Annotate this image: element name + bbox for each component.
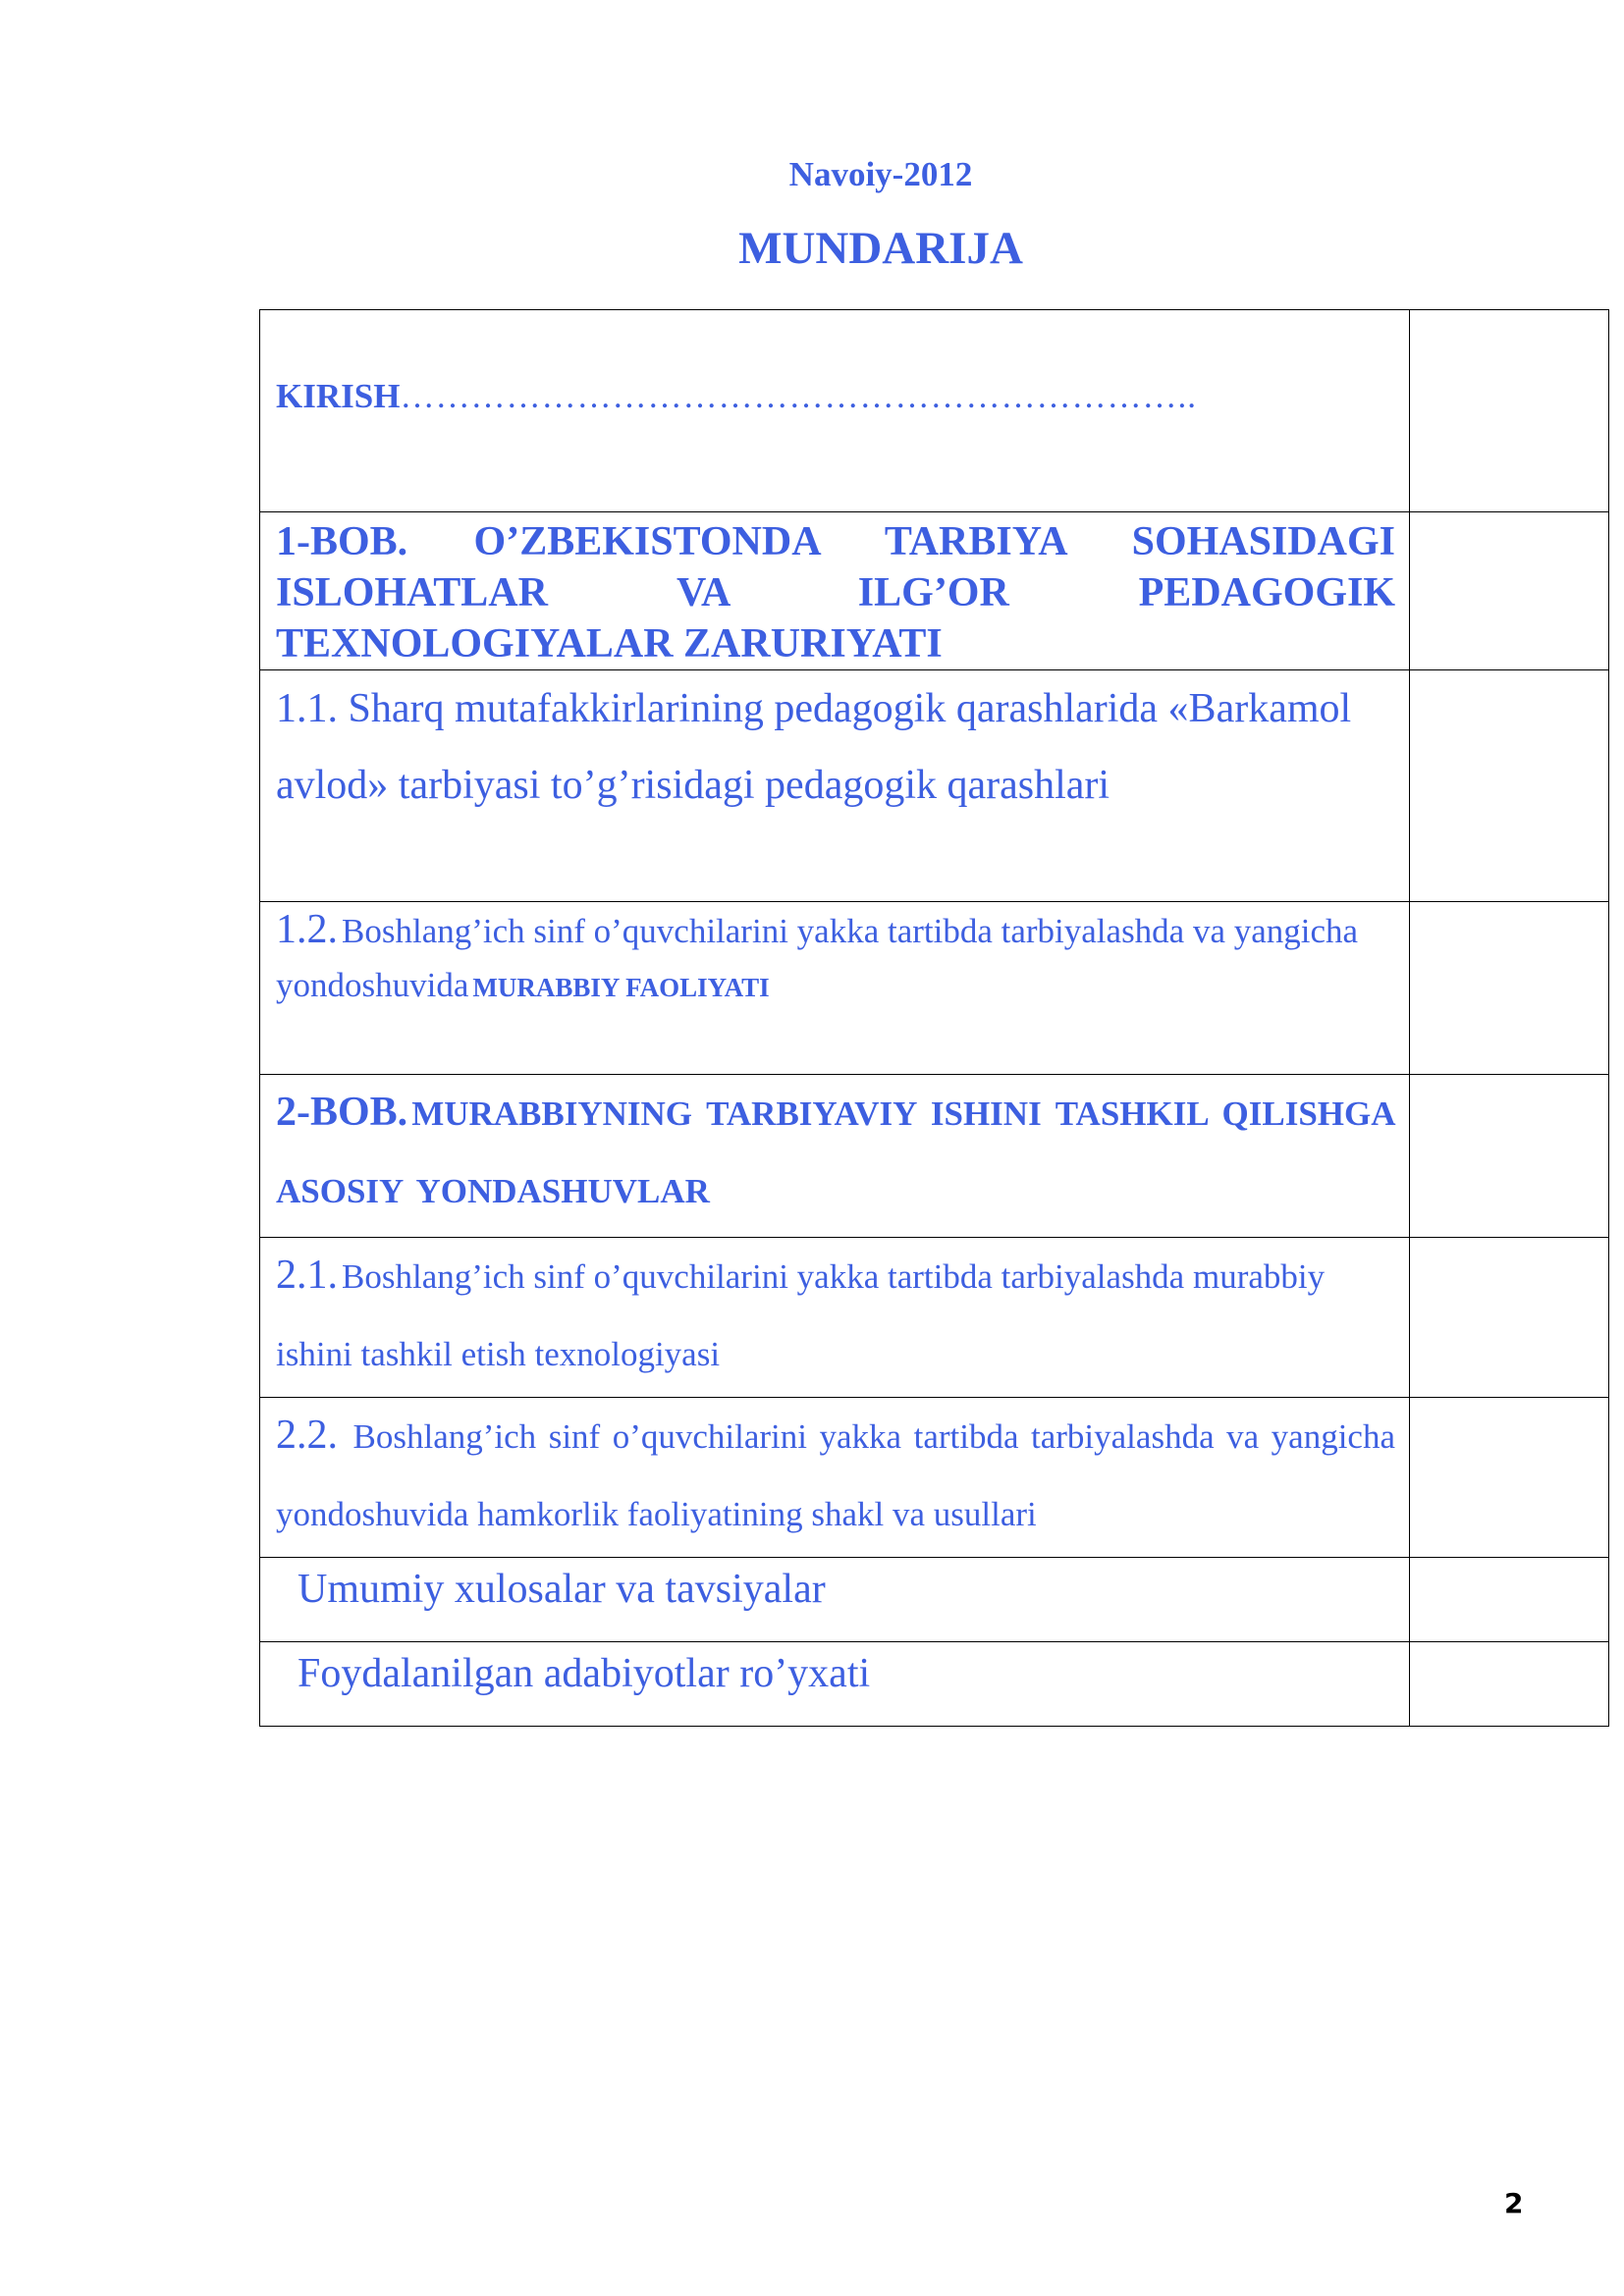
toc-entry-2-2[interactable]: 2.2. Boshlang’ich sinf o’quvchilarini yakka tartibda tarbiyalashda va yangicha yondoshuvida hamkorlik faoliyatining shakl va usullari bbox=[276, 1413, 1395, 1533]
city-year: Navoiy-2012 bbox=[788, 155, 973, 193]
toc-row-kirish bbox=[260, 310, 1609, 512]
leader-dots: ………………………………………………………….. bbox=[400, 377, 1197, 415]
page-cell bbox=[1410, 310, 1609, 512]
page-title: MUNDARIJA bbox=[738, 223, 1023, 274]
toc-row-2-1 bbox=[260, 1238, 1609, 1398]
toc-row-1-1 bbox=[260, 670, 1609, 902]
toc-entry-kirish[interactable]: KIRISH………………………………………………………….. bbox=[276, 377, 1197, 415]
page-number: 2 bbox=[1504, 2187, 1524, 2219]
page-cell bbox=[1410, 670, 1609, 902]
toc-entry-1-1[interactable]: 1.1. Sharq mutafakkirlarining pedagogik qarashlarida «Barkamol avlod» tarbiyasi to’g’risidagi pedagogik qarashlari bbox=[276, 686, 1352, 808]
page-cell bbox=[1410, 1398, 1609, 1558]
toc-entry-2-1[interactable]: 2.1. Boshlang’ich sinf o’quvchilarini yakka tartibda tarbiyalashda murabbiy ishini tashkil etish texnologiyasi bbox=[276, 1253, 1326, 1373]
page-cell bbox=[1410, 1075, 1609, 1238]
toc-row-references bbox=[260, 1642, 1609, 1727]
toc-entry-conclusions[interactable]: Umumiy xulosalar va tavsiyalar bbox=[298, 1567, 826, 1612]
toc-entry-chapter2[interactable]: 2-BOB. MURABBIYNING TARBIYAVIY ISHINI TASHKIL QILISHGA ASOSIY YONDASHUVLAR bbox=[276, 1090, 1394, 1210]
toc-entry-chapter1[interactable]: 1-BOB. O’ZBEKISTONDA TARBIYA SOHASIDAGI ISLOHATLAR VA ILG’OR PEDAGOGIK TEXNOLOGIYALAR ZARURIYATI bbox=[276, 519, 1395, 667]
toc-row-chapter1 bbox=[260, 512, 1609, 670]
toc-entry-1-2[interactable]: 1.2. Boshlang’ich sinf o’quvchilarini yakka tartibda tarbiyalashda va yangicha yondoshuvida MURABBIY FAOLIYATI bbox=[276, 907, 1359, 1004]
page-cell bbox=[1410, 512, 1609, 670]
toc-table bbox=[259, 309, 1609, 1727]
toc-entry-references[interactable]: Foydalanilgan adabiyotlar ro’yxati bbox=[298, 1651, 871, 1696]
toc-row-chapter2 bbox=[260, 1075, 1609, 1238]
page-cell bbox=[1410, 1558, 1609, 1642]
toc-row-2-2 bbox=[260, 1398, 1609, 1558]
page-cell bbox=[1410, 1642, 1609, 1727]
page-cell bbox=[1410, 902, 1609, 1075]
toc-row-conclusions bbox=[260, 1558, 1609, 1642]
page-cell bbox=[1410, 1238, 1609, 1398]
toc-row-1-2 bbox=[260, 902, 1609, 1075]
